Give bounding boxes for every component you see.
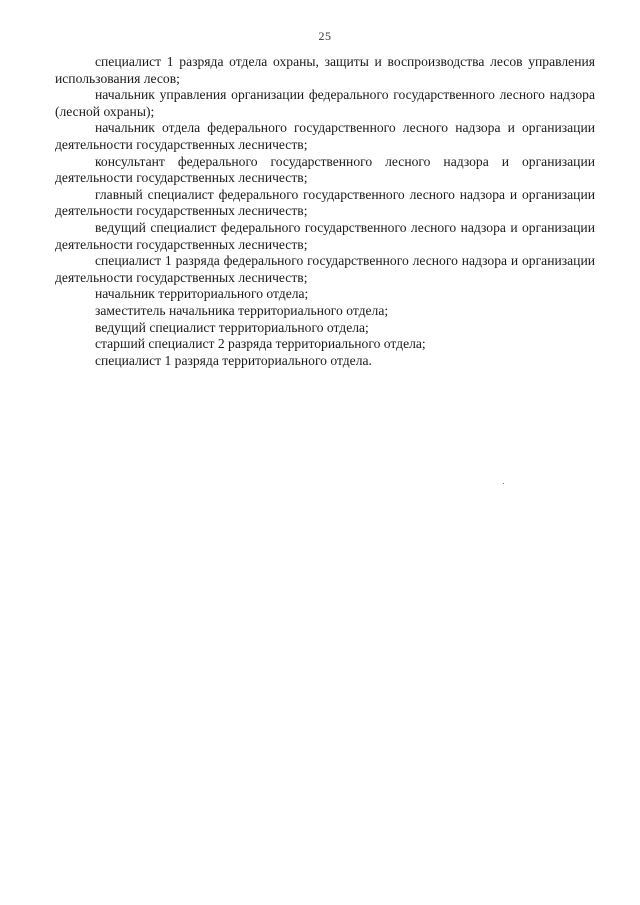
list-item: главный специалист федерального государственного лесного надзора и организации деятельности государственных лесничеств;: [55, 186, 595, 219]
list-item: заместитель начальника территориального отдела;: [95, 302, 389, 318]
list-item: специалист 1 разряда территориального отдела.: [95, 352, 372, 368]
list-item: ведущий специалист федерального государственного лесного надзора и организации деятельности государственных лесничеств;: [55, 219, 595, 252]
page-number: 25: [318, 29, 332, 43]
list-item: специалист 1 разряда федерального государственного лесного надзора и организации деятельности государственных лесничеств;: [55, 253, 595, 285]
list-item: специалист 1 разряда отдела охраны, защиты и воспроизводства лесов управления использования лесов;: [55, 54, 595, 86]
list-item: старший специалист 2 разряда территориального отдела;: [95, 336, 426, 352]
list-item: ведущий специалист территориального отдела;: [95, 319, 369, 335]
list-item: начальник территориального отдела;: [95, 286, 309, 302]
position-list: [55, 54, 595, 369]
list-item: начальник отдела федерального государственного лесного надзора и организации деятельности государственных лесничеств;: [55, 120, 595, 152]
list-item: начальник управления организации федерального государственного лесного надзора (лесной охраны);: [55, 87, 595, 119]
list-item: консультант федерального государственного лесного надзора и организации деятельности государственных лесничеств;: [55, 153, 595, 186]
scan-speck: [503, 483, 504, 484]
